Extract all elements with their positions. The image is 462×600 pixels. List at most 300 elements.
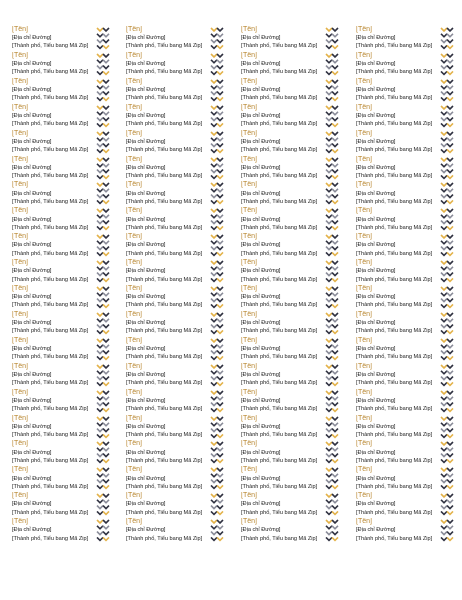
address-label[interactable] [12,518,112,543]
label-city-state-zip: [Thành phố, Tiểu bang Mã Zip] [241,69,318,76]
chevron-pattern-icon [96,105,110,129]
label-city-state-zip: [Thành phố, Tiểu bang Mã Zip] [241,121,318,128]
address-label[interactable] [241,466,341,491]
chevron-pattern-icon [440,519,454,543]
address-label[interactable] [356,440,456,465]
label-street: [Địa chỉ Đường] [241,87,281,93]
address-label[interactable] [356,104,456,129]
label-street: [Địa chỉ Đường] [12,397,52,404]
label-city-state-zip: [Thành phố, Tiểu bang Mã Zip] [241,535,318,542]
label-city-state-zip: [Thành phố, Tiểu bang Mã Zip] [241,224,318,231]
address-label[interactable] [12,492,112,517]
label-street: [Địa chỉ Đường] [126,138,166,145]
label-city-state-zip: [Thành phố, Tiểu bang Mã Zip] [356,483,433,490]
label-text [241,207,323,232]
label-street: [Địa chỉ Đường] [12,87,52,93]
label-text [241,518,323,543]
label-city-state-zip: [Thành phố, Tiểu bang Mã Zip] [126,250,203,257]
address-label[interactable] [356,363,456,388]
label-name: [Tên] [241,362,257,370]
label-text [356,52,438,77]
address-label[interactable] [12,285,112,310]
label-street: [Địa chỉ Đường] [12,475,52,482]
address-label[interactable] [126,363,226,388]
label-text [126,26,208,51]
label-name: [Tên] [241,388,257,396]
label-city-state-zip: [Thành phố, Tiểu bang Mã Zip] [12,509,89,516]
label-city-state-zip: [Thành phố, Tiểu bang Mã Zip] [356,147,433,153]
label-name: [Tên] [356,466,372,474]
label-name: [Tên] [12,336,28,344]
label-street: [Địa chỉ Đường] [241,475,281,482]
label-street: [Địa chỉ Đường] [356,449,396,456]
label-name: [Tên] [12,103,28,111]
chevron-pattern-icon [96,441,110,465]
label-city-state-zip: [Thành phố, Tiểu bang Mã Zip] [356,172,433,179]
label-city-state-zip: [Thành phố, Tiểu bang Mã Zip] [12,250,89,257]
address-label[interactable] [12,52,112,77]
label-text [241,415,323,440]
chevron-pattern-icon [325,157,339,181]
label-city-state-zip: [Thành phố, Tiểu bang Mã Zip] [126,224,203,231]
address-label[interactable] [356,130,456,155]
address-label[interactable] [126,104,226,129]
address-label[interactable] [126,181,226,206]
chevron-pattern-icon [96,182,110,206]
address-label[interactable] [241,363,341,388]
address-label[interactable] [12,259,112,284]
label-text [12,26,94,51]
label-street: [Địa chỉ Đường] [356,346,396,352]
address-label[interactable] [126,518,226,543]
chevron-pattern-icon [325,390,339,414]
label-name: [Tên] [126,233,142,241]
address-label[interactable] [12,104,112,129]
label-text [12,466,94,491]
address-label[interactable] [12,26,112,51]
address-label[interactable] [356,259,456,284]
label-text [12,492,94,517]
label-name: [Tên] [126,414,142,422]
label-text [241,78,323,103]
chevron-pattern-icon [210,53,224,77]
label-street: [Địa chỉ Đường] [356,190,396,197]
label-street: [Địa chỉ Đường] [241,320,281,327]
label-street: [Địa chỉ Đường] [356,35,396,42]
chevron-pattern-icon [210,260,224,284]
label-city-state-zip: [Thành phố, Tiểu bang Mã Zip] [126,43,203,50]
label-text [356,415,438,440]
label-city-state-zip: [Thành phố, Tiểu bang Mã Zip] [241,509,318,516]
label-city-state-zip: [Thành phố, Tiểu bang Mã Zip] [356,121,433,128]
label-city-state-zip: [Thành phố, Tiểu bang Mã Zip] [126,172,203,179]
label-street: [Địa chỉ Đường] [126,449,166,456]
label-text [12,337,94,362]
address-label[interactable] [241,337,341,362]
chevron-pattern-icon [440,390,454,414]
label-name: [Tên] [12,414,28,422]
label-name: [Tên] [356,207,372,215]
label-city-state-zip: [Thành phố, Tiểu bang Mã Zip] [12,457,89,464]
label-name: [Tên] [126,207,142,215]
label-city-state-zip: [Thành phố, Tiểu bang Mã Zip] [126,95,203,102]
chevron-pattern-icon [440,157,454,181]
label-street: [Địa chỉ Đường] [126,112,166,119]
chevron-pattern-icon [325,27,339,51]
address-label[interactable] [12,130,112,155]
chevron-pattern-icon [440,208,454,232]
label-street: [Địa chỉ Đường] [12,449,52,456]
label-city-state-zip: [Thành phố, Tiểu bang Mã Zip] [356,250,433,257]
address-label[interactable] [12,78,112,103]
label-name: [Tên] [12,233,28,241]
address-label[interactable] [241,518,341,543]
label-street: [Địa chỉ Đường] [126,501,166,508]
label-name: [Tên] [12,518,28,526]
address-label[interactable] [126,337,226,362]
chevron-pattern-icon [440,105,454,129]
label-name: [Tên] [241,466,257,474]
address-label[interactable] [241,78,341,103]
label-street: [Địa chỉ Đường] [356,216,396,223]
label-street: [Địa chỉ Đường] [126,294,166,301]
label-name: [Tên] [12,285,28,292]
address-label[interactable] [241,492,341,517]
address-label[interactable] [126,26,226,51]
label-street: [Địa chỉ Đường] [126,527,166,534]
label-name: [Tên] [12,310,28,318]
label-text [356,104,438,129]
label-street: [Địa chỉ Đường] [241,216,281,223]
chevron-pattern-icon [96,234,110,258]
address-label[interactable] [356,181,456,206]
label-name: [Tên] [356,310,372,318]
label-street: [Địa chỉ Đường] [126,216,166,223]
chevron-pattern-icon [325,441,339,465]
label-text [12,78,94,103]
address-label[interactable] [241,415,341,440]
label-street: [Địa chỉ Đường] [126,87,166,93]
label-street: [Địa chỉ Đường] [12,61,52,68]
label-name: [Tên] [126,336,142,344]
chevron-pattern-icon [325,519,339,543]
chevron-pattern-icon [210,208,224,232]
label-street: [Địa chỉ Đường] [241,294,281,301]
label-street: [Địa chỉ Đường] [241,449,281,456]
label-name: [Tên] [126,440,142,448]
chevron-pattern-icon [210,364,224,388]
address-label[interactable] [356,78,456,103]
chevron-pattern-icon [210,467,224,491]
address-label[interactable] [126,440,226,465]
label-name: [Tên] [126,518,142,526]
address-label[interactable] [356,337,456,362]
address-label[interactable] [126,207,226,232]
chevron-pattern-icon [210,234,224,258]
label-city-state-zip: [Thành phố, Tiểu bang Mã Zip] [126,509,203,516]
label-city-state-zip: [Thành phố, Tiểu bang Mã Zip] [12,380,89,387]
label-street: [Địa chỉ Đường] [241,164,281,171]
label-name: [Tên] [241,259,257,267]
address-label[interactable] [12,207,112,232]
address-label[interactable] [12,363,112,388]
address-label[interactable] [126,311,226,336]
label-city-state-zip: [Thành phố, Tiểu bang Mã Zip] [241,198,318,205]
chevron-pattern-icon [96,467,110,491]
label-street: [Địa chỉ Đường] [356,61,396,68]
label-name: [Tên] [126,362,142,370]
label-street: [Địa chỉ Đường] [356,112,396,119]
label-street: [Địa chỉ Đường] [241,371,281,378]
address-label[interactable] [241,52,341,77]
address-label[interactable] [12,311,112,336]
label-name: [Tên] [12,466,28,474]
chevron-pattern-icon [440,338,454,362]
label-text [126,130,208,155]
label-name: [Tên] [126,492,142,500]
label-text [241,130,323,155]
address-label[interactable] [356,26,456,51]
label-street: [Địa chỉ Đường] [12,242,52,249]
label-street: [Địa chỉ Đường] [241,190,281,197]
address-label[interactable] [126,259,226,284]
address-label[interactable] [356,466,456,491]
label-text [12,156,94,181]
address-label[interactable] [12,440,112,465]
label-city-state-zip: [Thành phố, Tiểu bang Mã Zip] [356,69,433,76]
label-text [12,363,94,388]
label-street: [Địa chỉ Đường] [356,138,396,145]
address-label[interactable] [241,285,341,310]
label-street: [Địa chỉ Đường] [241,268,281,275]
label-city-state-zip: [Thành phố, Tiểu bang Mã Zip] [126,380,203,387]
label-street: [Địa chỉ Đường] [126,61,166,68]
chevron-pattern-icon [96,519,110,543]
address-label[interactable] [356,285,456,310]
label-city-state-zip: [Thành phố, Tiểu bang Mã Zip] [241,250,318,257]
address-label[interactable] [241,259,341,284]
label-text [126,52,208,77]
label-text [356,337,438,362]
label-text [241,492,323,517]
label-street: [Địa chỉ Đường] [356,371,396,378]
label-city-state-zip: [Thành phố, Tiểu bang Mã Zip] [126,147,203,153]
label-street: [Địa chỉ Đường] [12,268,52,275]
label-city-state-zip: [Thành phố, Tiểu bang Mã Zip] [356,328,433,335]
address-label[interactable] [356,492,456,517]
label-city-state-zip: [Thành phố, Tiểu bang Mã Zip] [356,276,433,283]
label-street: [Địa chỉ Đường] [126,320,166,327]
address-label[interactable] [356,389,456,414]
label-street: [Địa chỉ Đường] [126,397,166,404]
address-label[interactable] [126,415,226,440]
address-label[interactable] [241,311,341,336]
address-label[interactable] [126,52,226,77]
chevron-pattern-icon [325,467,339,491]
label-name: [Tên] [356,259,372,267]
chevron-pattern-icon [96,157,110,181]
label-text [356,285,438,310]
address-label[interactable] [241,130,341,155]
label-name: [Tên] [12,129,28,137]
chevron-pattern-icon [325,286,339,310]
address-label[interactable] [356,518,456,543]
label-city-state-zip: [Thành phố, Tiểu bang Mã Zip] [356,43,433,50]
chevron-pattern-icon [210,182,224,206]
label-city-state-zip: [Thành phố, Tiểu bang Mã Zip] [126,406,203,412]
chevron-pattern-icon [96,493,110,517]
address-label[interactable] [12,389,112,414]
label-text [356,156,438,181]
label-street: [Địa chỉ Đường] [241,423,281,430]
label-city-state-zip: [Thành phố, Tiểu bang Mã Zip] [356,302,433,309]
address-label[interactable] [241,207,341,232]
chevron-pattern-icon [325,416,339,440]
chevron-pattern-icon [325,260,339,284]
label-city-state-zip: [Thành phố, Tiểu bang Mã Zip] [241,483,318,490]
label-name: [Tên] [241,233,257,241]
label-text [126,466,208,491]
address-label[interactable] [126,285,226,310]
chevron-pattern-icon [325,182,339,206]
address-label[interactable] [12,156,112,181]
address-label[interactable] [12,181,112,206]
label-city-state-zip: [Thành phố, Tiểu bang Mã Zip] [126,69,203,76]
label-street: [Địa chỉ Đường] [241,35,281,42]
label-name: [Tên] [241,103,257,111]
chevron-pattern-icon [96,416,110,440]
chevron-pattern-icon [325,364,339,388]
label-text [126,492,208,517]
address-label[interactable] [12,337,112,362]
chevron-pattern-icon [96,364,110,388]
label-street: [Địa chỉ Đường] [126,371,166,378]
label-text [12,389,94,414]
chevron-pattern-icon [210,493,224,517]
label-text [126,518,208,543]
address-label[interactable] [126,233,226,258]
label-city-state-zip: [Thành phố, Tiểu bang Mã Zip] [356,457,433,464]
label-city-state-zip: [Thành phố, Tiểu bang Mã Zip] [126,302,203,309]
label-name: [Tên] [356,362,372,370]
label-text [241,259,323,284]
label-text [126,233,208,258]
address-label[interactable] [356,311,456,336]
chevron-pattern-icon [325,234,339,258]
label-name: [Tên] [241,181,257,189]
label-name: [Tên] [356,492,372,500]
label-name: [Tên] [241,440,257,448]
label-text [356,440,438,465]
address-label[interactable] [241,233,341,258]
address-label[interactable] [356,156,456,181]
address-label[interactable] [241,389,341,414]
label-text [241,104,323,129]
label-text [126,415,208,440]
label-name: [Tên] [12,51,28,59]
address-label[interactable] [241,440,341,465]
label-name: [Tên] [356,518,372,526]
label-city-state-zip: [Thành phố, Tiểu bang Mã Zip] [241,431,318,438]
address-label[interactable] [241,104,341,129]
address-label[interactable] [126,466,226,491]
label-city-state-zip: [Thành phố, Tiểu bang Mã Zip] [126,535,203,542]
chevron-pattern-icon [440,260,454,284]
label-street: [Địa chỉ Đường] [356,397,396,404]
address-label[interactable] [241,26,341,51]
chevron-pattern-icon [440,131,454,155]
label-name: [Tên] [241,285,257,292]
label-text [12,518,94,543]
label-city-state-zip: [Thành phố, Tiểu bang Mã Zip] [241,172,318,179]
address-label[interactable] [356,207,456,232]
address-label[interactable] [356,52,456,77]
address-label[interactable] [126,78,226,103]
label-text [356,78,438,103]
label-name: [Tên] [126,466,142,474]
chevron-pattern-icon [96,260,110,284]
label-city-state-zip: [Thành phố, Tiểu bang Mã Zip] [356,431,433,438]
chevron-pattern-icon [96,79,110,103]
chevron-pattern-icon [96,208,110,232]
label-name: [Tên] [241,336,257,344]
label-name: [Tên] [126,388,142,396]
address-label[interactable] [241,181,341,206]
label-street: [Địa chỉ Đường] [126,164,166,171]
label-city-state-zip: [Thành phố, Tiểu bang Mã Zip] [12,483,89,490]
label-name: [Tên] [241,26,257,33]
label-name: [Tên] [356,440,372,448]
chevron-pattern-icon [210,286,224,310]
label-name: [Tên] [241,129,257,137]
label-text [241,311,323,336]
address-label[interactable] [356,415,456,440]
chevron-pattern-icon [440,416,454,440]
address-label[interactable] [126,492,226,517]
address-label[interactable] [12,466,112,491]
chevron-pattern-icon [440,53,454,77]
label-city-state-zip: [Thành phố, Tiểu bang Mã Zip] [12,535,89,542]
chevron-pattern-icon [210,27,224,51]
chevron-pattern-icon [440,27,454,51]
label-street: [Địa chỉ Đường] [356,501,396,508]
label-street: [Địa chỉ Đường] [356,164,396,171]
label-city-state-zip: [Thành phố, Tiểu bang Mã Zip] [12,198,89,205]
address-label[interactable] [126,156,226,181]
chevron-pattern-icon [210,105,224,129]
label-name: [Tên] [12,77,28,85]
label-city-state-zip: [Thành phố, Tiểu bang Mã Zip] [12,354,89,361]
label-text [12,181,94,206]
label-street: [Địa chỉ Đường] [12,138,52,145]
label-name: [Tên] [126,181,142,189]
label-street: [Địa chỉ Đường] [356,242,396,249]
address-label[interactable] [12,415,112,440]
chevron-pattern-icon [440,312,454,336]
label-text [241,285,323,310]
address-label[interactable] [241,156,341,181]
address-label[interactable] [126,130,226,155]
address-label[interactable] [356,233,456,258]
label-text [126,207,208,232]
chevron-pattern-icon [440,493,454,517]
chevron-pattern-icon [325,208,339,232]
address-label[interactable] [126,389,226,414]
chevron-pattern-icon [325,312,339,336]
label-name: [Tên] [126,26,142,33]
label-name: [Tên] [12,26,28,33]
address-label[interactable] [12,233,112,258]
